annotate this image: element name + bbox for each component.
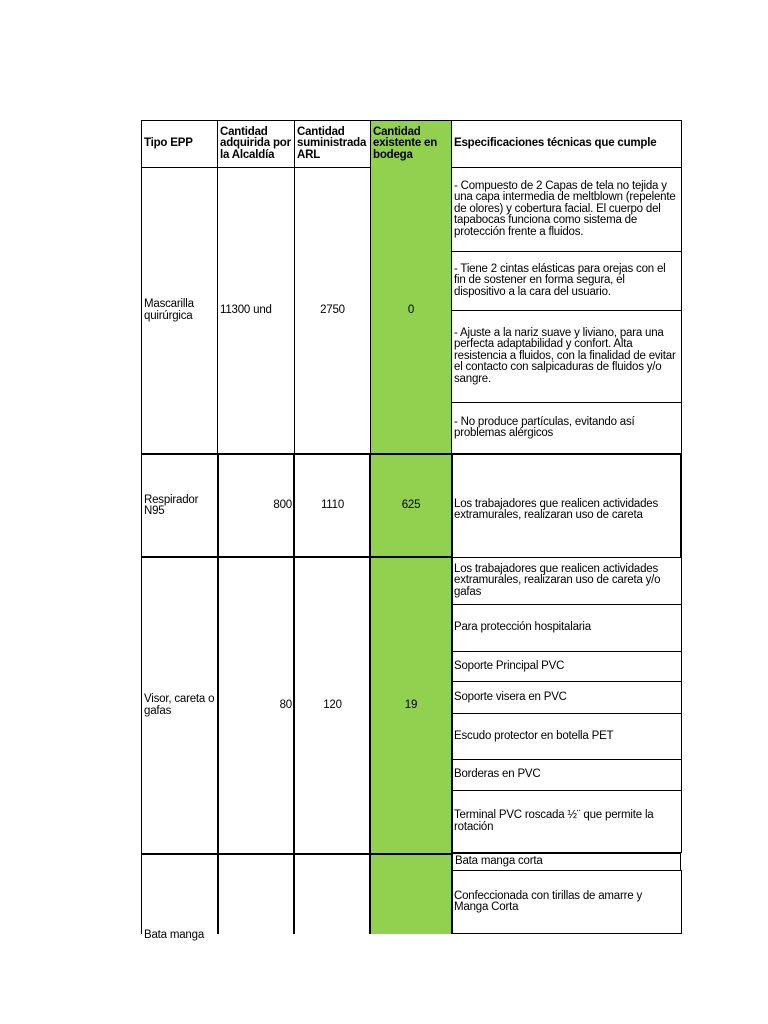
col-border — [451, 453, 453, 934]
row-border — [141, 853, 453, 855]
cell-adquirida: 80 — [279, 698, 292, 711]
header-cantidad-suministrada: Cantidad suministrada ARL — [294, 120, 371, 168]
cell-existente: 19 — [371, 558, 451, 853]
cell-tipo: Respirador N95 — [144, 493, 199, 517]
cell-existente: 0 — [371, 167, 451, 454]
spec-cell: Confeccionada con tirillas de amarre y Manga Corta — [451, 870, 682, 934]
cell-adquirida: 800 — [273, 499, 292, 512]
cell-tipo: Mascarilla quirúrgica — [141, 167, 218, 454]
spec-cell: Borderas en PVC — [451, 759, 682, 791]
header-cantidad-existente: Cantidad existente en bodega — [370, 120, 452, 168]
col-border — [293, 453, 295, 934]
row-border — [451, 453, 682, 455]
cell-tipo: Visor, careta o gafas — [144, 693, 215, 717]
col-border — [369, 453, 371, 934]
spec-cell: Los trabajadores que realicen actividades extramurales, realizaran uso de careta y/o gafas — [451, 557, 682, 605]
header-especificaciones: Especificaciones técnicas que cumple — [451, 120, 682, 168]
row-border — [141, 556, 453, 558]
cell-tipo-text: Bata manga — [144, 929, 205, 941]
cell-suministrada: 2750 — [294, 167, 371, 454]
spec-cell: Soporte Principal PVC — [451, 651, 682, 682]
header-tipo-epp: Tipo EPP — [141, 120, 218, 168]
spec-cell: Escudo protector en botella PET — [451, 713, 682, 760]
spec-cell: Para protección hospitalaria — [451, 604, 682, 652]
spec-cell: Los trabajadores que realicen actividades extramurales, realizaran uso de careta — [454, 497, 659, 521]
cell-existente — [371, 855, 451, 934]
spec-cell: - Tiene 2 cintas elásticas para orejas con el fin de sostener en forma segura, el dispositivo a la cara del usuario. — [451, 251, 682, 311]
spec-cell: Soporte visera en PVC — [451, 681, 682, 714]
col-border — [141, 453, 142, 934]
spec-cell: - Compuesto de 2 Capas de tela no tejida y una capa intermedia de meltblown (repelente de olores) y cobertura facial. El cuerpo del tapabocas funciona como sistema de protección frente a fluidos. — [451, 167, 682, 252]
spec-cell: Bata manga corta — [452, 853, 681, 871]
cell-existente: 625 — [371, 455, 451, 557]
cell-suministrada: 120 — [323, 698, 342, 711]
col-border — [217, 453, 219, 934]
header-cantidad-adquirida: Cantidad adquirida por la Alcaldía — [217, 120, 295, 168]
spec-cell: Terminal PVC roscada ½¨ que permite la rotación — [451, 790, 682, 853]
col-border — [680, 453, 682, 558]
cell-adquirida: 11300 und — [217, 167, 295, 454]
spec-cell: - Ajuste a la nariz suave y liviano, para una perfecta adaptabilidad y confort. Alta resistencia a fluidos, con la finalidad de evitar el contacto con salpicaduras de fluidos y/o sangre. — [451, 310, 682, 403]
cell-suministrada: 1110 — [320, 499, 345, 512]
spec-cell: - No produce partículas, evitando así problemas alérgicos — [451, 402, 682, 454]
cell-tipo — [142, 855, 217, 941]
row-border — [141, 453, 453, 455]
